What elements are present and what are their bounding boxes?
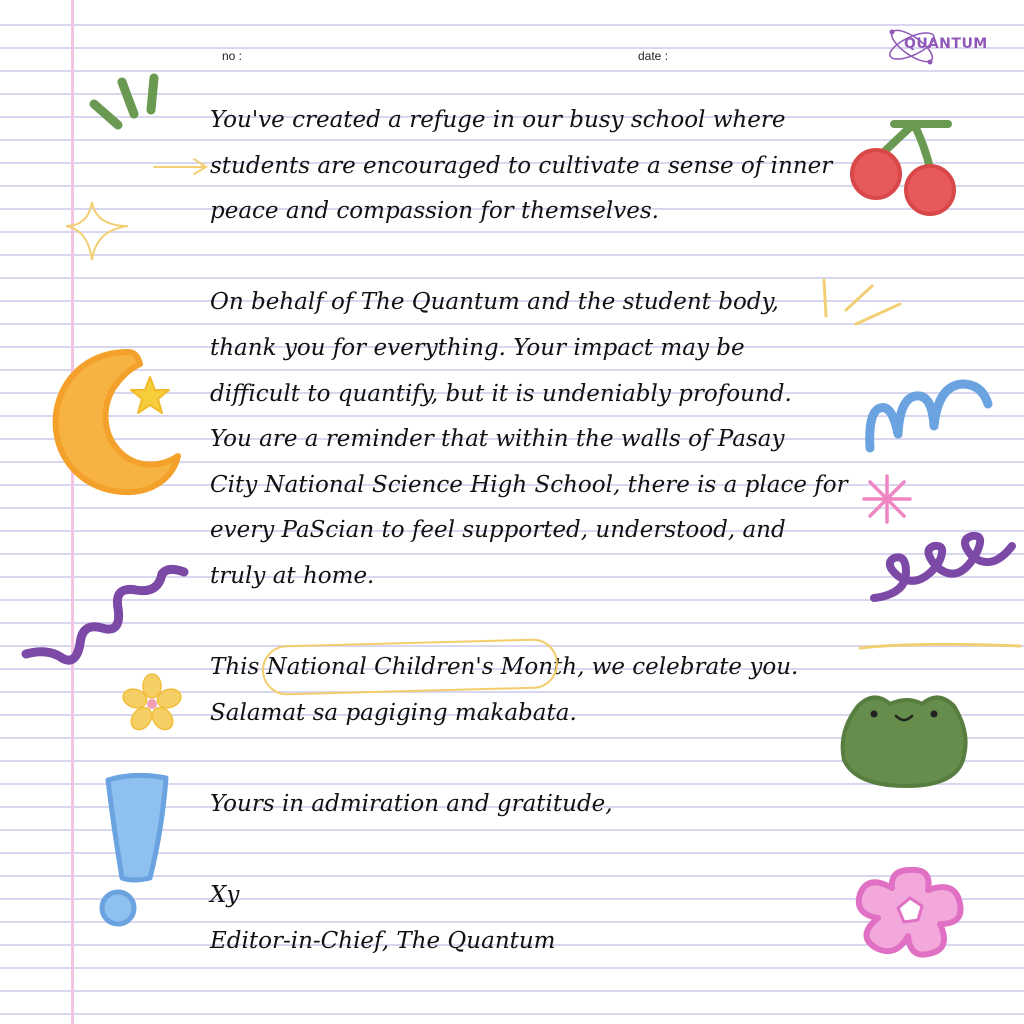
letter-line: You've created a refuge in our busy school where bbox=[210, 107, 786, 133]
date-label: date : bbox=[638, 49, 669, 63]
letter-line: truly at home. bbox=[210, 562, 375, 589]
margin-line bbox=[71, 0, 74, 1024]
yellow-sparkle-icon bbox=[62, 196, 136, 266]
quantum-logo bbox=[884, 18, 996, 74]
purple-squiggle-icon bbox=[18, 558, 190, 672]
yellow-line-icon bbox=[856, 636, 1024, 656]
orange-crescent-moon-icon bbox=[48, 344, 184, 500]
letter-line: On behalf of The Quantum and the student body, bbox=[210, 289, 779, 316]
blue-exclamation-icon bbox=[94, 770, 176, 930]
letter-line: students are encouraged to cultivate a sense of inner bbox=[210, 152, 833, 179]
cherry-icon bbox=[844, 108, 962, 220]
letter-line: difficult to quantify, but it is undeniably profound. bbox=[210, 380, 792, 407]
letter-body bbox=[210, 98, 850, 964]
pink-flower-icon bbox=[852, 862, 970, 962]
paragraph-gap bbox=[210, 828, 850, 874]
letter-line: thank you for everything. Your impact may be bbox=[210, 334, 745, 361]
highlight-circle bbox=[261, 638, 558, 696]
yellow-star-icon bbox=[128, 374, 172, 416]
green-frog-icon bbox=[836, 686, 972, 794]
letter-line: City National Science High School, there is a place for bbox=[210, 471, 848, 498]
logo-text: QUANTUM bbox=[904, 36, 988, 52]
blue-scribble-icon bbox=[858, 372, 998, 456]
purple-loops-icon bbox=[862, 510, 1024, 614]
signature-name: Xy bbox=[210, 882, 240, 909]
letter-line: every PaScian to feel supported, understood, and bbox=[210, 517, 786, 544]
paragraph-gap bbox=[210, 235, 850, 281]
letter-line: This National Children's Month, we celebrate you. bbox=[210, 654, 799, 681]
yellow-dashes-icon bbox=[816, 274, 906, 334]
paragraph-gap bbox=[210, 736, 850, 782]
signature-title: Editor-in-Chief, The Quantum bbox=[210, 927, 556, 954]
yellow-flower-icon bbox=[120, 672, 184, 736]
letter-line: You are a reminder that within the walls of Pasay bbox=[210, 426, 785, 453]
letter-line: Salamat sa pagiging makabata. bbox=[210, 699, 577, 726]
no-label: no : bbox=[222, 49, 243, 63]
closing-line: Yours in admiration and gratitude, bbox=[210, 790, 613, 817]
green-dash-strokes-icon bbox=[86, 70, 186, 140]
letter-line: peace and compassion for themselves. bbox=[210, 198, 659, 225]
yellow-arrow-icon bbox=[150, 152, 212, 180]
